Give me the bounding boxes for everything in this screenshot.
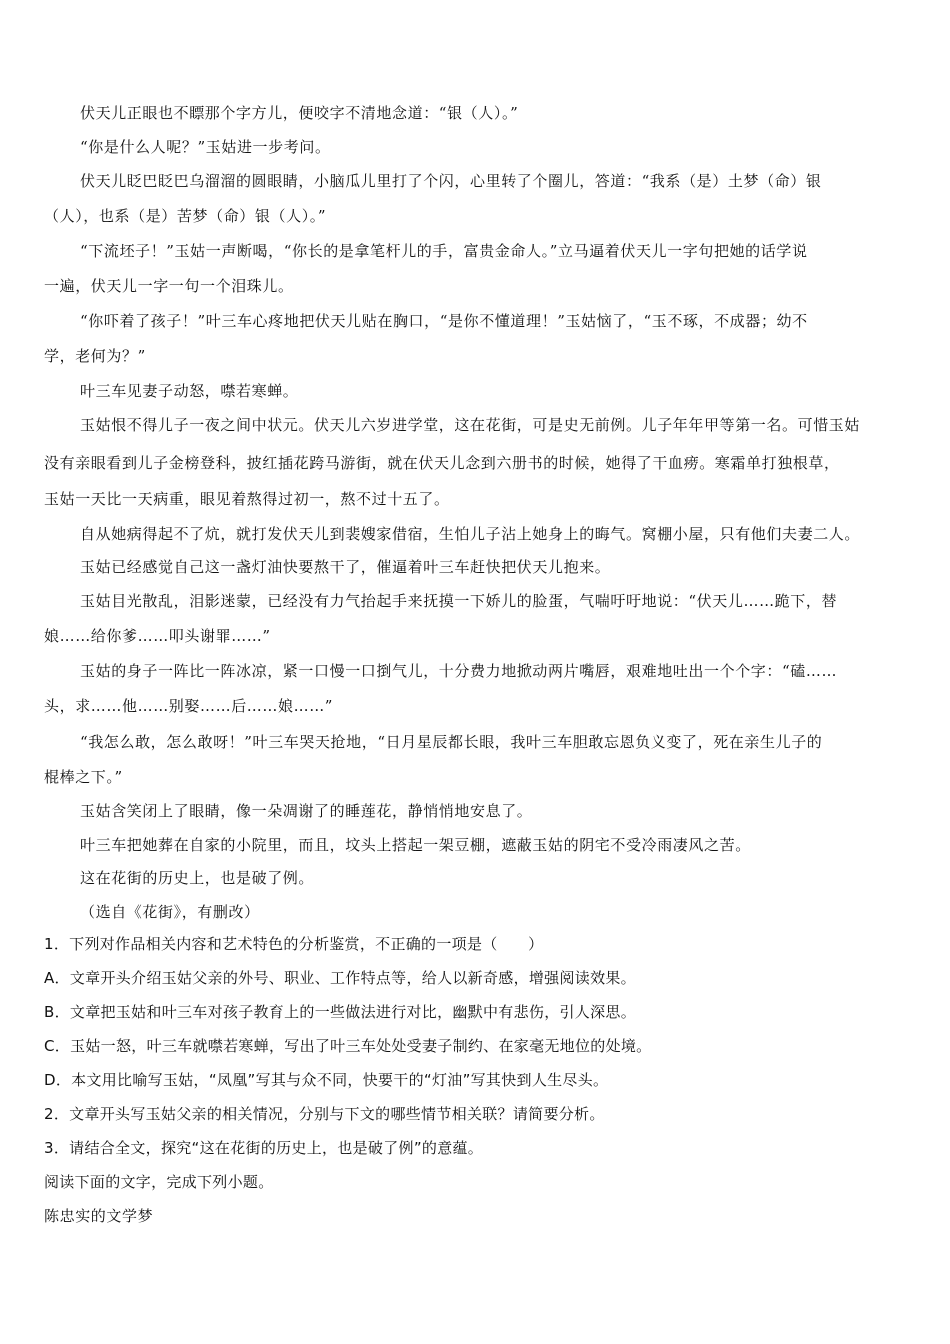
reading-instruction: 阅读下面的文字，完成下列小题。 bbox=[44, 1173, 274, 1191]
paragraph-line: 玉姑目光散乱，泪影迷蒙，已经没有力气抬起手来抚摸一下娇儿的脸蛋，气喘吁吁地说：“伏天儿……跪下，替 bbox=[80, 592, 838, 610]
question-1: 1．下列对作品相关内容和艺术特色的分析鉴赏，不正确的一项是（ ） bbox=[44, 935, 544, 953]
paragraph-line: “我怎么敢，怎么敢呀！”叶三车哭天抢地，“日月星辰都长眼，我叶三车胆敢忘恩负义变了，死在亲生儿子的 bbox=[80, 733, 823, 751]
paragraph-line: 伏天儿眨巴眨巴乌溜溜的圆眼睛，小脑瓜儿里打了个闪，心里转了个圈儿，答道：“我系（是）土梦（命）银 bbox=[80, 172, 822, 190]
option-c: C．玉姑一怒，叶三车就噤若寒蝉，写出了叶三车处处受妻子制约、在家毫无地位的处境。 bbox=[44, 1037, 652, 1055]
paragraph-line: 玉姑恨不得儿子一夜之间中状元。伏天儿六岁进学堂，这在花街，可是史无前例。儿子年年甲等第一名。可惜玉姑 bbox=[80, 416, 861, 434]
paragraph-line: 头，求……他……别娶……后……娘……” bbox=[44, 697, 334, 715]
paragraph-line: “你是什么人呢？”玉姑进一步考问。 bbox=[80, 138, 331, 156]
paragraph-line: 叶三车把她葬在自家的小院里，而且，坟头上搭起一架豆棚，遮蔽玉姑的阴宅不受冷雨凄风之苦。 bbox=[80, 836, 751, 854]
paragraph-line: “你吓着了孩子！”叶三车心疼地把伏天儿贴在胸口，“是你不懂道理！”玉姑恼了，“玉不琢，不成器；幼不 bbox=[80, 312, 808, 330]
question-2: 2．文章开头写玉姑父亲的相关情况，分别与下文的哪些情节相关联？请简要分析。 bbox=[44, 1105, 605, 1123]
paragraph-line: 一遍，伏天儿一字一句一个泪珠儿。 bbox=[44, 277, 294, 295]
paragraph-line: 没有亲眼看到儿子金榜登科，披红插花跨马游街，就在伏天儿念到六册书的时候，她得了干血痨。寒霜单打独根草， bbox=[44, 454, 840, 472]
option-b: B．文章把玉姑和叶三车对孩子教育上的一些做法进行对比，幽默中有悲伤，引人深思。 bbox=[44, 1003, 636, 1021]
source-note: （选自《花街》，有删改） bbox=[80, 903, 260, 921]
paragraph-line: 学，老何为？” bbox=[44, 347, 146, 365]
next-article-title: 陈忠实的文学梦 bbox=[44, 1207, 154, 1225]
paragraph-line: 玉姑一天比一天病重，眼见着熬得过初一，熬不过十五了。 bbox=[44, 490, 450, 508]
paragraph-line: 这在花街的历史上，也是破了例。 bbox=[80, 869, 315, 887]
paragraph-line: 自从她病得起不了炕，就打发伏天儿到裴嫂家借宿，生怕儿子沾上她身上的晦气。窝棚小屋，只有他们夫妻二人。 bbox=[80, 525, 861, 543]
paragraph-line: 棍棒之下。” bbox=[44, 768, 123, 786]
paragraph-line: 玉姑含笑闭上了眼睛，像一朵凋谢了的睡莲花，静悄悄地安息了。 bbox=[80, 802, 533, 820]
paragraph-line: 娘……给你爹……叩头谢罪……” bbox=[44, 627, 271, 645]
paragraph-line: 伏天儿正眼也不瞟那个字方儿，便咬字不清地念道：“银（人）。” bbox=[80, 104, 519, 122]
paragraph-line: （人），也系（是）苦梦（命）银（人）。” bbox=[44, 207, 327, 225]
question-3: 3．请结合全文，探究“这在花街的历史上，也是破了例”的意蕴。 bbox=[44, 1139, 484, 1157]
option-a: A．文章开头介绍玉姑父亲的外号、职业、工作特点等，给人以新奇感，增强阅读效果。 bbox=[44, 969, 636, 987]
option-d: D．本文用比喻写玉姑，“凤凰”写其与众不同，快要干的“灯油”写其快到人生尽头。 bbox=[44, 1071, 609, 1089]
paragraph-line: 玉姑已经感觉自己这一盏灯油快要熬干了，催逼着叶三车赶快把伏天儿抱来。 bbox=[80, 558, 611, 576]
paragraph-line: 玉姑的身子一阵比一阵冰凉，紧一口慢一口捯气儿，十分费力地掀动两片嘴唇，艰难地吐出一个个字：“磕…… bbox=[80, 662, 838, 680]
paragraph-line: “下流坯子！”玉姑一声断喝，“你长的是拿笔杆儿的手，富贵金命人。”立马逼着伏天儿一字句把她的话学说 bbox=[80, 242, 808, 260]
paragraph-line: 叶三车见妻子动怒，噤若寒蝉。 bbox=[80, 382, 299, 400]
